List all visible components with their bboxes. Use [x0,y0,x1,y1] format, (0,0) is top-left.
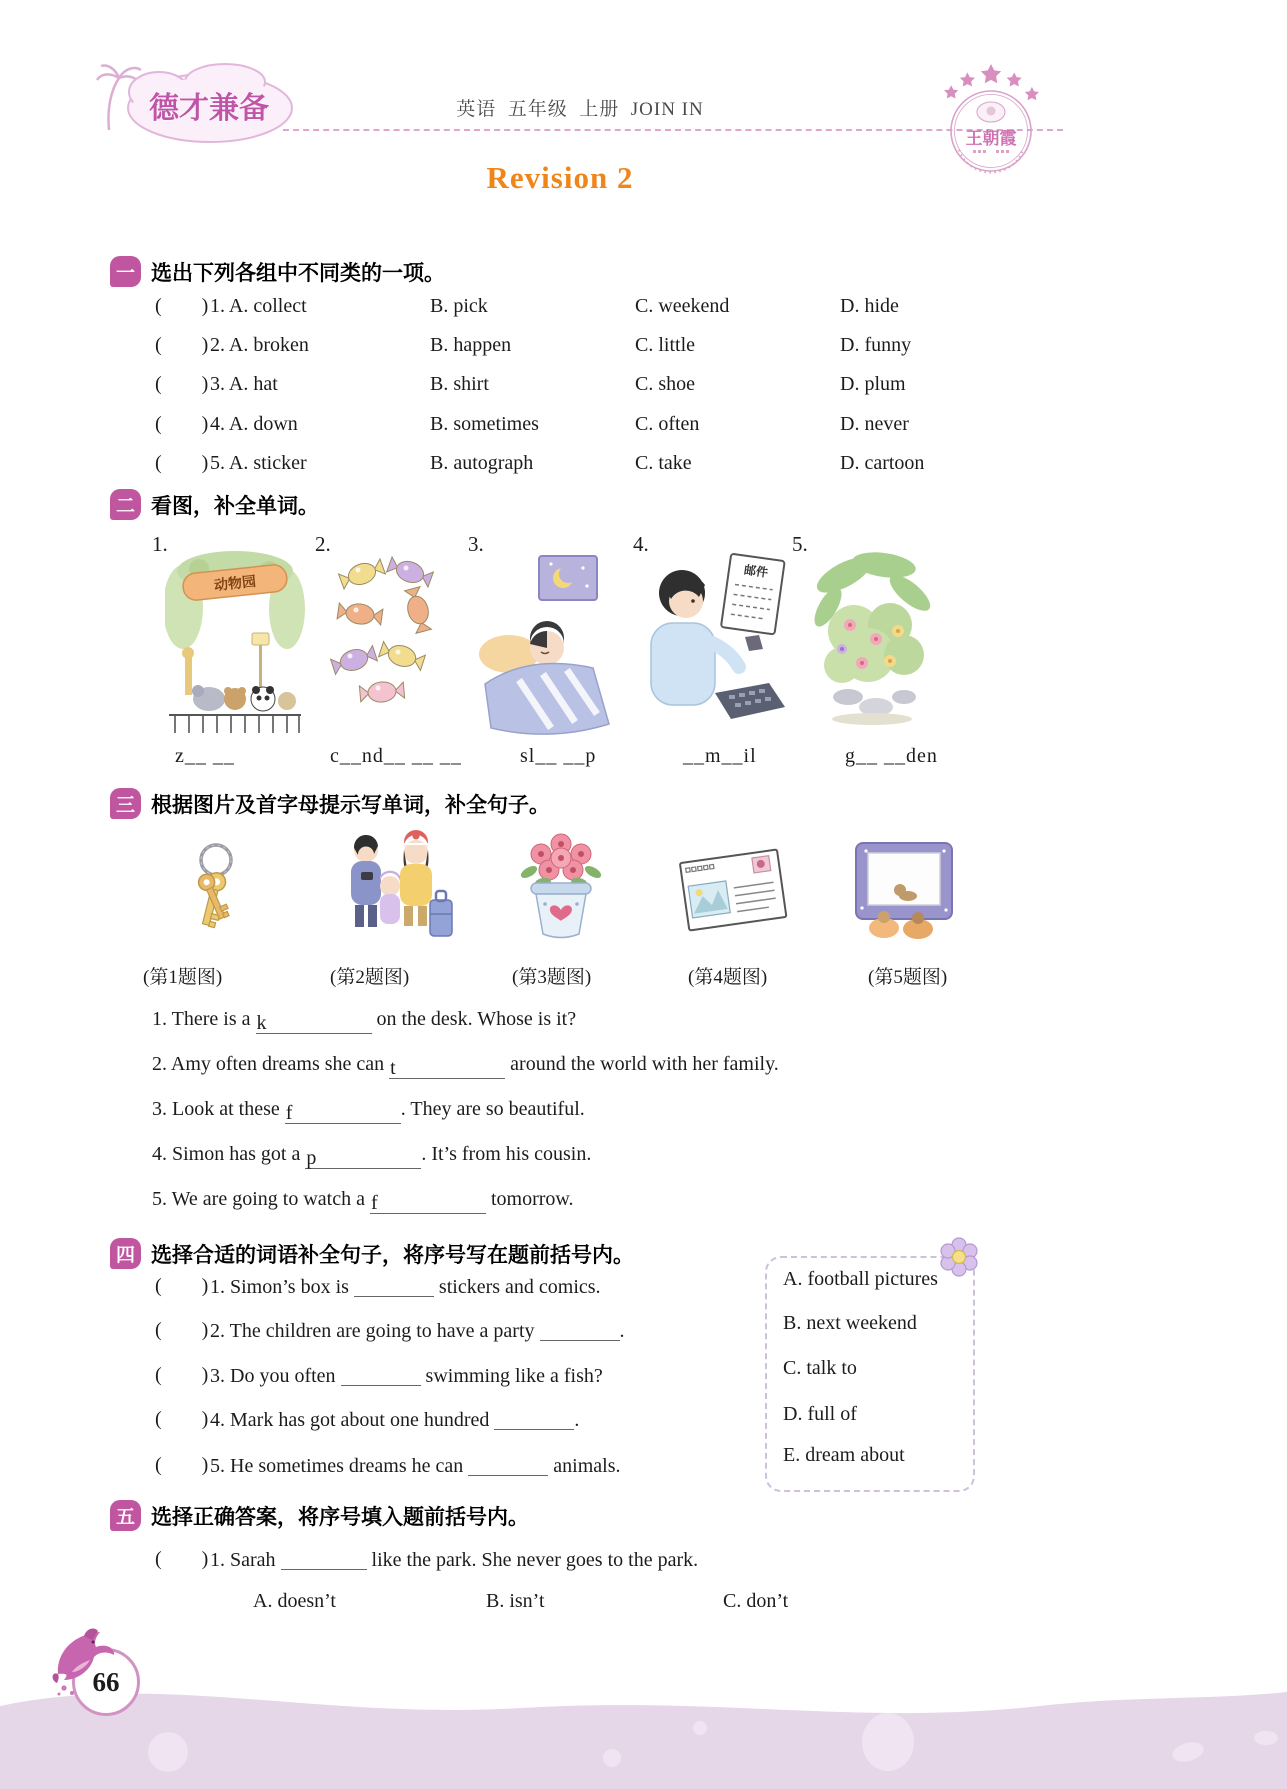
section-5-icon: 五 [110,1500,141,1531]
family-travel-image [328,828,458,950]
email-image [637,545,787,735]
section-4-header [110,1238,634,1269]
q2-item-number: 3. [468,532,484,556]
answer-bracket: ( ) [155,295,209,317]
sentence: 4. Simon has got a p . It’s from his cousin. [152,1143,592,1169]
picture-caption: (第1题图) [143,967,223,988]
fill-blank: k [256,1012,372,1034]
publisher-stamp [935,58,1047,176]
q2-item-number: 4. [633,532,649,556]
option-text: D. funny [840,334,912,356]
section-2-icon: 二 [110,489,141,520]
footer-wave [0,1654,1287,1789]
fill-blank [468,1454,548,1476]
fill-blank [341,1364,421,1386]
word-bank-item: C. talk to [783,1357,857,1379]
course-info: 英语 五年级 上册 JOIN IN [456,99,704,120]
picture-caption: (第3题图) [512,967,592,988]
answer-bracket: ( ) [155,334,209,356]
page-title: Revision 2 [486,160,634,195]
picture-caption: (第5题图) [868,967,948,988]
option-text: 3. A. hat [210,373,278,395]
word-bank [765,1256,975,1492]
choice: C. don’t [723,1590,789,1612]
section-2-header [110,489,319,520]
answer-bracket: ( ) [155,1548,209,1570]
answer-bracket: ( ) [155,1408,209,1430]
option-text: 1. A. collect [210,295,307,317]
fill-blank: f [285,1102,401,1124]
word-bank-item: E. dream about [783,1444,905,1466]
word-blank: z__ __ [175,745,235,767]
answer-bracket: ( ) [155,1275,209,1297]
email-sign-text: 邮件 [743,562,769,580]
fill-blank [281,1548,367,1570]
q2-item-number: 1. [152,532,168,556]
sentence: 2. Amy often dreams she can t around the world with her family. [152,1053,779,1079]
fill-blank: f [370,1192,486,1214]
section-1-header [110,256,445,287]
q2-item-number: 5. [792,532,808,556]
section-5-header [110,1500,529,1531]
option-text: C. little [635,334,695,356]
option-text: D. plum [840,373,906,395]
option-text: D. never [840,413,909,435]
answer-bracket: ( ) [155,373,209,395]
section-1-instruction: 选出下列各组中不同类的一项。 [151,261,445,285]
option-text: 4. A. down [210,413,298,435]
option-text: C. weekend [635,295,730,317]
fill-blank: p [305,1147,421,1169]
picture-caption: (第4题图) [688,967,768,988]
word-blank: __m__il [683,745,757,767]
word-bank-item: D. full of [783,1403,857,1425]
option-text: B. autograph [430,452,534,474]
dolphin-icon [48,1622,126,1700]
option-text: C. shoe [635,373,695,395]
option-text: D. hide [840,295,899,317]
picture-caption: (第2题图) [330,967,410,988]
section-4-instruction: 选择合适的词语补全句子，将序号写在题前括号内。 [151,1243,634,1267]
film-screen-image [848,838,960,940]
workbook-page: 德才兼备 英语 五年级 上册 JOIN IN 王朝霞 Revision 2 一 选出下列各组中不同类的一项。 ( ) 1. A. collect B. pick C. weekend D. hide ( ) 2. A. broken B. happen C. little D. funny ( ) 3. A. hat B. shirt C. shoe D. plum ( ) 4. A. down B. sometimes C. often D. never ( ) 5. A. sticker B. autograph C. take D. cartoon 二 看图，补全单词。 1. 2. 3. 4. 5. 动物园 邮件 z__ __ c__nd__ __ __ sl__ __p __m__il g__ __den 三 根据图片及首字母提示写单词，补全句子。 (第1题图) (第2题图) (第3题图) (第4题图) (第5题图) 1. There is a k on the desk. Whose is it? 2. Amy often dreams she can t around the world with her family. 3. Look at these f . They are so beautiful. 4. Simon has got a p . It’s from his cousin. 5. We are going to watch a f tomorrow. 四 选择合适的词语补全句子，将序号写在题前括号内。 ( ) 1. Simon’s box is stickers and comics. ( ) 2. The children are going to have a party . ( ) 3. Do you often swimming like a fish? ( ) 4. Mark has got about one hundred . ( ) 5. He sometimes dreams he can animals. A. football pictures B. next weekend C. talk to D. full of E. dream about 五 选择正确答案，将序号填入题前括号内。 ( ) 1. Sarah like the park. She never goes to the park. A. doesn’t B. isn’t C. don’t 66 [0,0,1287,1789]
word-bank-item: B. next weekend [783,1312,917,1334]
candies-image [330,552,440,712]
zoo-sign-text: 动物园 [213,572,257,594]
sentence: 1. There is a k on the desk. Whose is it? [152,1008,577,1034]
fill-blank [494,1408,574,1430]
choice: A. doesn’t [253,1590,336,1612]
publisher-logo [95,60,300,155]
section-2-instruction: 看图，补全单词。 [151,494,319,518]
answer-bracket: ( ) [155,1454,209,1476]
flower-icon [938,1236,980,1278]
logo-text: 德才兼备 [149,92,269,125]
section-3-icon: 三 [110,788,141,819]
fill-blank [354,1275,434,1297]
section-3-instruction: 根据图片及首字母提示写单词，补全句子。 [151,793,550,817]
fill-blank [540,1319,620,1341]
answer-bracket: ( ) [155,1364,209,1386]
choice: B. isn’t [486,1590,545,1612]
section-1-icon: 一 [110,256,141,287]
answer-bracket: ( ) [155,413,209,435]
answer-bracket: ( ) [155,1319,209,1341]
option-text: B. shirt [430,373,489,395]
option-text: D. cartoon [840,452,925,474]
sentence: 5. We are going to watch a f tomorrow. [152,1188,574,1214]
section-5-instruction: 选择正确答案，将序号填入题前括号内。 [151,1505,529,1529]
flower-pot-image [515,828,607,950]
page-number: 66 [92,1666,120,1697]
word-bank-item: A. football pictures [783,1268,938,1290]
stamp-name: 王朝霞 [965,129,1017,148]
q2-item-number: 2. [315,532,331,556]
option-text: B. happen [430,334,512,356]
section-3-header [110,788,550,819]
option-text: B. sometimes [430,413,539,435]
section-4-icon: 四 [110,1238,141,1269]
answer-bracket: ( ) [155,452,209,474]
postcard-image [672,838,794,940]
keys-image [168,832,258,950]
zoo-image [165,547,305,737]
option-text: C. often [635,413,700,435]
garden-image [812,545,932,730]
sentence: 3. Look at these f . They are so beautiful. [152,1098,585,1124]
word-blank: sl__ __p [520,745,597,767]
word-blank: g__ __den [845,745,938,767]
sleeping-boy-image [467,552,612,737]
option-text: B. pick [430,295,488,317]
word-blank: c__nd__ __ __ [330,745,462,767]
option-text: 5. A. sticker [210,452,307,474]
option-text: 2. A. broken [210,334,309,356]
fill-blank: t [389,1057,505,1079]
option-text: C. take [635,452,692,474]
